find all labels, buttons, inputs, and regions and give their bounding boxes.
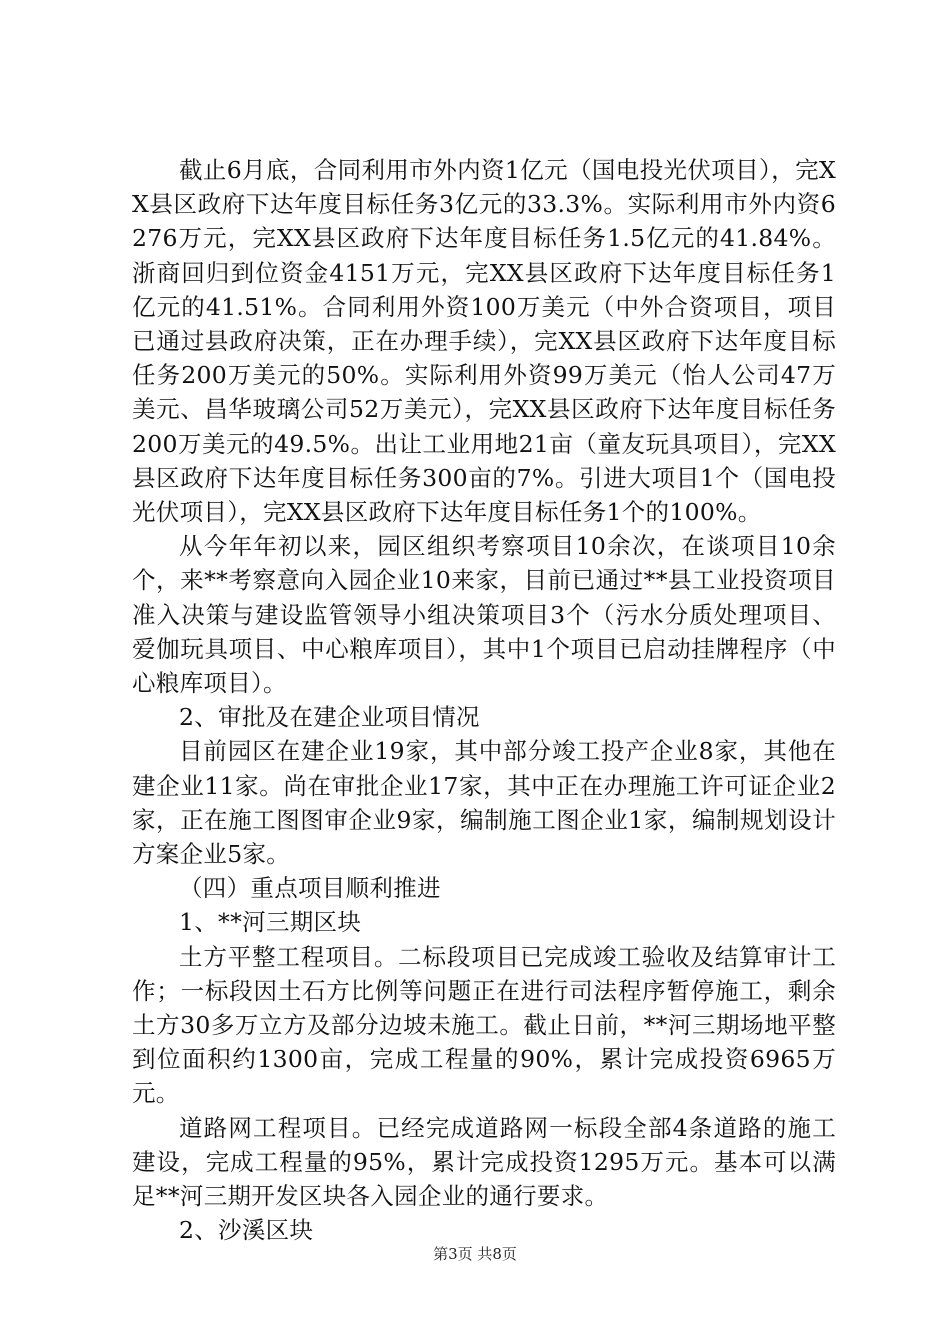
paragraph-project-inspection: 从今年年初以来，园区组织考察项目10余次，在谈项目10余个，来**考察意向入园企业10来家，目前已通过**县工业投资项目准入决策与建设监管领导小组决策项目3个（污水分质处理项目、爱伽玩具项目、中心粮库项目），其中1个项目已启动挂牌程序（中心粮库项目）。 bbox=[132, 532, 836, 698]
heading-approval-construction: 2、审批及在建企业项目情况 bbox=[179, 703, 480, 732]
heading-shaxi-block: 2、沙溪区块 bbox=[179, 1216, 314, 1245]
heading-key-projects: （四）重点项目顺利推进 bbox=[179, 874, 441, 903]
page-footer: 第3页 共8页 bbox=[433, 1245, 517, 1263]
heading-river-phase-three: 1、**河三期区块 bbox=[179, 908, 362, 937]
paragraph-road-network-project: 道路网工程项目。已经完成道路网一标段全部4条道路的施工建设，完成工程量的95%，累计完成投资1295万元。基本可以满足**河三期开发区块各入园企业的通行要求。 bbox=[132, 1113, 836, 1211]
paragraph-earthwork-project: 土方平整工程项目。二标段项目已完成竣工验收及结算审计工作；一标段因土石方比例等问题正在进行司法程序暂停施工，剩余土方30多万立方及部分边坡未施工。截止日前，**河三期场地平整到位面积约1300亩，完成工程量的90%，累计完成投资6965万元。 bbox=[132, 942, 836, 1108]
paragraph-enterprises-under-construction: 目前园区在建企业19家，其中部分竣工投产企业8家，其他在建企业11家。尚在审批企业17家，其中正在办理施工许可证企业2家，正在施工图图审企业9家，编制施工图企业1家，编制规划设计方案企业5家。 bbox=[132, 737, 836, 869]
document-body bbox=[132, 153, 836, 1248]
paragraph-investment-targets: 截止6月底，合同利用市外内资1亿元（国电投光伏项目），完XX县区政府下达年度目标任务3亿元的33.3%。实际利用市外内资6276万元，完XX县区政府下达年度目标任务1.5亿元的41.84%。浙商回归到位资金4151万元，完XX县区政府下达年度目标任务1亿元的41.51%。合同利用外资100万美元（中外合资项目，项目已通过县政府决策，正在办理手续），完XX县区政府下达年度目标任务200万美元的50%。实际利用外资99万美元（怡人公司47万美元、昌华玻璃公司52万美元），完XX县区政府下达年度目标任务200万美元的49.5%。出让工业用地21亩（童友玩具项目），完XX县区政府下达年度目标任务300亩的7%。引进大项目1个（国电投光伏项目），完XX县区政府下达年度目标任务1个的100%。 bbox=[132, 156, 836, 527]
